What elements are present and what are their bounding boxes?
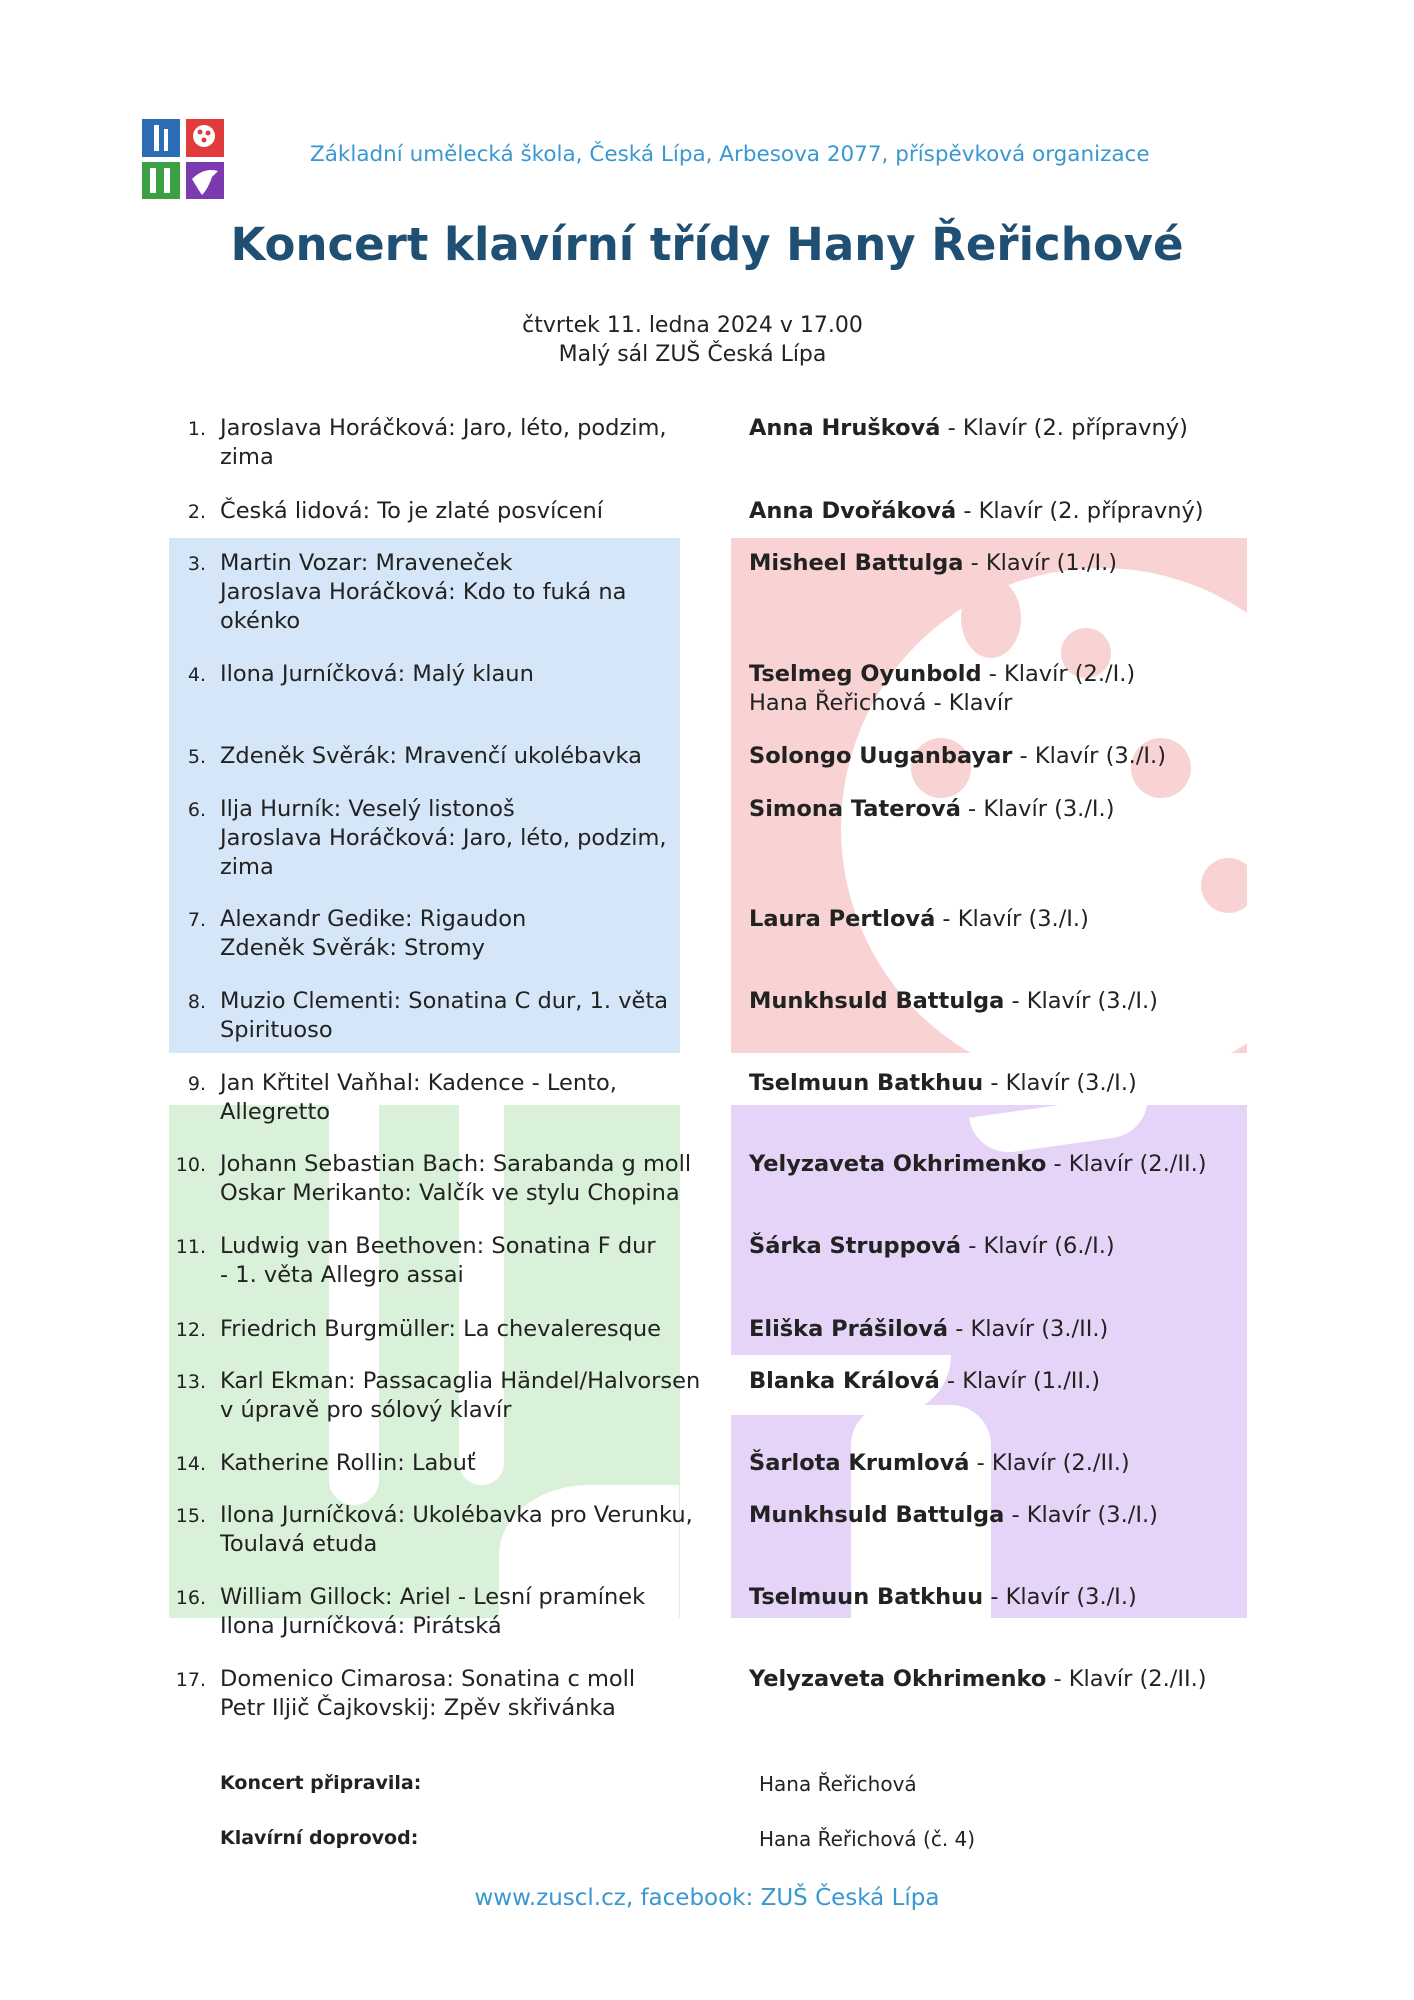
performer-name: Munkhsuld Battulga xyxy=(749,1502,1005,1528)
program-item-pieces xyxy=(220,1315,720,1344)
performer-detail: - Klavír (2./II.) xyxy=(969,1450,1130,1476)
performer-name: Misheel Battulga xyxy=(749,550,964,576)
program-item-number: 6. xyxy=(187,799,206,821)
performer-line xyxy=(749,1449,1269,1478)
prepared-by-label: Koncert připravila: xyxy=(220,1772,422,1794)
performer-name: Tselmeg Oyunbold xyxy=(749,661,982,687)
performer-line xyxy=(749,1232,1269,1261)
program-item-number: 9. xyxy=(187,1073,206,1095)
program-item-performers xyxy=(749,905,1269,934)
performer-detail: - Klavír (3./II.) xyxy=(948,1316,1109,1342)
program-item-performers xyxy=(749,1069,1269,1098)
piece-line: Friedrich Burgmüller: La chevaleresque xyxy=(220,1316,662,1342)
program-item-pieces xyxy=(220,1069,720,1127)
program-item-performers xyxy=(749,1583,1269,1612)
performer-name: Simona Taterová xyxy=(749,796,961,822)
performer-detail: - Klavír (3./I.) xyxy=(960,796,1115,822)
piece-line: Jaroslava Horáčková: Kdo to fuká na xyxy=(220,579,627,605)
program-item-performers xyxy=(749,414,1269,443)
piece-line: Allegretto xyxy=(220,1099,331,1125)
program-item-performers xyxy=(749,660,1269,718)
program-item-pieces xyxy=(220,1232,720,1290)
program-item-number: 14. xyxy=(175,1453,206,1475)
piece-line: Jaroslava Horáčková: Jaro, léto, podzim, xyxy=(220,825,667,851)
program-item-performers xyxy=(749,795,1269,824)
program-item-number: 11. xyxy=(175,1236,206,1258)
piece-line: Alexandr Gedike: Rigaudon xyxy=(220,906,527,932)
performer-name: Laura Pertlová xyxy=(749,906,936,932)
program-item-performers xyxy=(749,1665,1269,1694)
piece-line: okénko xyxy=(220,608,301,634)
performer-line xyxy=(749,795,1269,824)
piece-line: Jan Křtitel Vaňhal: Kadence - Lento, xyxy=(220,1070,617,1096)
piece-line: - 1. věta Allegro assai xyxy=(220,1262,464,1288)
program-item-performers xyxy=(749,1315,1269,1344)
piece-line: Martin Vozar: Mraveneček xyxy=(220,550,513,576)
program-item-pieces xyxy=(220,795,720,882)
performer-line xyxy=(749,1367,1269,1396)
page-title: Koncert klavírní třídy Hany Řeřichové xyxy=(230,218,1184,271)
concert-date: čtvrtek 11. ledna 2024 v 17.00 xyxy=(522,313,863,338)
program-item-performers xyxy=(749,1449,1269,1478)
performer-detail: - Klavír (1./II.) xyxy=(939,1368,1100,1394)
performer-name: Tselmuun Batkhuu xyxy=(749,1584,984,1610)
performer-line xyxy=(749,414,1269,443)
performer-name: Tselmuun Batkhuu xyxy=(749,1070,984,1096)
program-item-number: 5. xyxy=(187,746,206,768)
performer-line xyxy=(749,660,1269,689)
piece-line: zima xyxy=(220,444,274,470)
piece-line: zima xyxy=(220,854,274,880)
performer-detail: - Klavír (2./II.) xyxy=(1046,1666,1207,1692)
piece-line: Ludwig van Beethoven: Sonatina F dur xyxy=(220,1233,656,1259)
program-item-number: 15. xyxy=(175,1505,206,1527)
piece-line: Toulavá etuda xyxy=(220,1531,378,1557)
program-item-number: 10. xyxy=(175,1154,206,1176)
performer-detail: - Klavír (3./I.) xyxy=(983,1070,1137,1096)
piece-line: Petr Iljič Čajkovskij: Zpěv skřivánka xyxy=(220,1695,616,1721)
program-item-number: 8. xyxy=(187,991,206,1013)
performer-line xyxy=(749,1501,1269,1530)
performer-name: Šarlota Krumlová xyxy=(749,1450,970,1476)
background-block-purple xyxy=(731,1105,1247,1618)
performer-name: Eliška Prášilová xyxy=(749,1316,949,1342)
performer-name: Šárka Struppová xyxy=(749,1233,962,1259)
performer-line xyxy=(749,742,1269,771)
program-item-performers xyxy=(749,742,1269,771)
program-item-pieces xyxy=(220,987,720,1045)
program-item-pieces xyxy=(220,905,720,963)
program-item-pieces xyxy=(220,497,720,526)
program-item-pieces xyxy=(220,1501,720,1559)
program-item-pieces xyxy=(220,1665,720,1723)
performer-name: Anna Dvořáková xyxy=(749,498,957,524)
performer-detail: - Klavír (3./I.) xyxy=(1004,988,1158,1014)
piece-line: Domenico Cimarosa: Sonatina c moll xyxy=(220,1666,636,1692)
performer-detail: Hana Řeřichová - Klavír xyxy=(749,690,1013,716)
program-item-number: 17. xyxy=(175,1669,206,1691)
program-item-performers xyxy=(749,1232,1269,1261)
performer-name: Yelyzaveta Okhrimenko xyxy=(749,1151,1047,1177)
program-item-pieces xyxy=(220,1367,720,1425)
program-item-pieces xyxy=(220,1583,720,1641)
piece-line: William Gillock: Ariel - Lesní pramínek xyxy=(220,1584,646,1610)
program-item-number: 13. xyxy=(175,1371,206,1393)
piece-line: Ilja Hurník: Veselý listonoš xyxy=(220,796,515,822)
performer-name: Yelyzaveta Okhrimenko xyxy=(749,1666,1047,1692)
performer-name: Munkhsuld Battulga xyxy=(749,988,1005,1014)
accompaniment-label: Klavírní doprovod: xyxy=(220,1827,419,1849)
program-item-pieces xyxy=(220,1449,720,1478)
program-item-number: 2. xyxy=(187,501,206,523)
piece-line: Johann Sebastian Bach: Sarabanda g moll xyxy=(220,1151,692,1177)
performer-line xyxy=(749,987,1269,1016)
program-item-performers xyxy=(749,987,1269,1016)
performer-detail: - Klavír (6./I.) xyxy=(961,1233,1115,1259)
performer-line xyxy=(749,1583,1269,1612)
program-item-pieces xyxy=(220,742,720,771)
program-item-pieces xyxy=(220,549,720,636)
performer-line xyxy=(749,905,1269,934)
program-item-performers xyxy=(749,1367,1269,1396)
piece-line: Oskar Merikanto: Valčík ve stylu Chopina xyxy=(220,1180,680,1206)
program-item-performers xyxy=(749,1150,1269,1179)
program-item-number: 16. xyxy=(175,1587,206,1609)
piece-line: Ilona Jurníčková: Pirátská xyxy=(220,1613,502,1639)
performer-detail: - Klavír (2. přípravný) xyxy=(956,498,1204,524)
performer-detail: - Klavír (3./I.) xyxy=(935,906,1089,932)
program-item-number: 1. xyxy=(187,418,206,440)
piece-line: Zdeněk Svěrák: Mravenčí ukolébavka xyxy=(220,743,642,769)
piece-line: Zdeněk Svěrák: Stromy xyxy=(220,935,485,961)
performer-line xyxy=(749,1150,1269,1179)
performer-line xyxy=(749,689,1269,718)
piece-line: Katherine Rollin: Labuť xyxy=(220,1450,476,1476)
program-item-number: 3. xyxy=(187,553,206,575)
performer-line xyxy=(749,1069,1269,1098)
school-logo xyxy=(142,119,224,199)
program-item-pieces xyxy=(220,414,720,472)
program-item-performers xyxy=(749,497,1269,526)
performer-detail: - Klavír (3./I.) xyxy=(1004,1502,1158,1528)
performer-name: Anna Hrušková xyxy=(749,415,941,441)
program-item-pieces xyxy=(220,660,720,689)
piece-line: v úpravě pro sólový klavír xyxy=(220,1397,512,1423)
performer-line xyxy=(749,497,1269,526)
piece-line: Ilona Jurníčková: Malý klaun xyxy=(220,661,534,687)
program-item-number: 7. xyxy=(187,909,206,931)
performer-line xyxy=(749,549,1269,578)
performer-detail: - Klavír (1./I.) xyxy=(963,550,1118,576)
performer-detail: - Klavír (3./I.) xyxy=(1012,743,1166,769)
piece-line: Karl Ekman: Passacaglia Händel/Halvorsen xyxy=(220,1368,701,1394)
piece-line: Česká lidová: To je zlaté posvícení xyxy=(220,498,604,524)
accompaniment-value: Hana Řeřichová (č. 4) xyxy=(759,1827,976,1851)
performer-detail: - Klavír (2. přípravný) xyxy=(940,415,1188,441)
performer-detail: - Klavír (2./I.) xyxy=(981,661,1136,687)
concert-venue: Malý sál ZUŠ Česká Lípa xyxy=(558,342,827,367)
performer-line xyxy=(749,1665,1269,1694)
performer-name: Blanka Králová xyxy=(749,1368,940,1394)
performer-detail: - Klavír (2./II.) xyxy=(1046,1151,1207,1177)
program-item-number: 12. xyxy=(175,1319,206,1341)
program-item-performers xyxy=(749,549,1269,578)
performer-line xyxy=(749,1315,1269,1344)
footer-links[interactable]: www.zuscl.cz, facebook: ZUŠ Česká Lípa xyxy=(474,1885,940,1911)
piece-line: Spirituoso xyxy=(220,1017,333,1043)
program-item-number: 4. xyxy=(187,664,206,686)
program-item-pieces xyxy=(220,1150,720,1208)
piece-line: Muzio Clementi: Sonatina C dur, 1. věta xyxy=(220,988,669,1014)
performer-name: Solongo Uuganbayar xyxy=(749,743,1013,769)
piece-line: Jaroslava Horáčková: Jaro, léto, podzim, xyxy=(220,415,667,441)
prepared-by-value: Hana Řeřichová xyxy=(759,1772,917,1796)
school-name: Základní umělecká škola, Česká Lípa, Arbesova 2077, příspěvková organizace xyxy=(310,142,1150,167)
program-item-performers xyxy=(749,1501,1269,1530)
performer-detail: - Klavír (3./I.) xyxy=(983,1584,1137,1610)
piece-line: Ilona Jurníčková: Ukolébavka pro Verunku, xyxy=(220,1502,693,1528)
